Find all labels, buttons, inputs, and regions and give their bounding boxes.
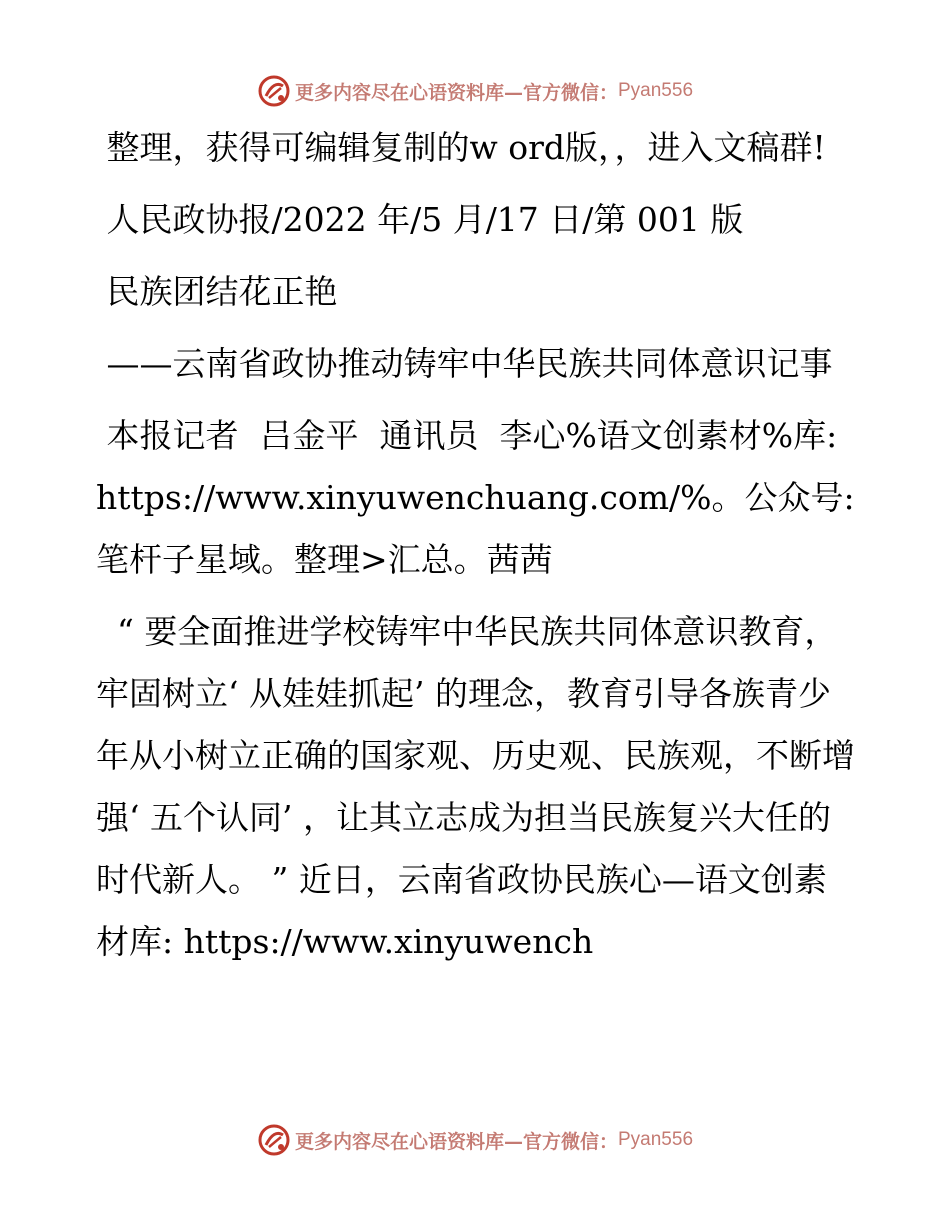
paragraph-body: “ 要全面推进学校铸牢中华民族共同体意识教育，牢固树立‘ 从娃娃抓起’ 的理念，教育引导各族青少年从小树立正确的国家观、历史观、民族观，不断增强‘ 五个认同’ ，让其立志成为担当民族复兴大任的时代新人。 ” 近日，云南省政协民族心—语文创素材库: https://www.xinyuwench <box>96 612 855 961</box>
article-subtitle: ——云南省政协推动铸牢中华民族共同体意识记事 <box>96 344 833 383</box>
watermark-wechat-id: Pyan556 <box>618 1129 694 1150</box>
paragraph-intro: 整理，获得可编辑复制的w ord版，，进入文稿群! <box>96 128 826 167</box>
red-seal-logo-icon <box>257 74 291 108</box>
watermark-wechat-id: Pyan556 <box>618 80 694 101</box>
byline: 本报记者 吕金平 通讯员 李心%语文创素材%库: https://www.xinyuwenchuang.com/%。公众号: 笔杆子星域。整理>汇总。茜茜 <box>96 416 866 579</box>
watermark-text: 更多内容尽在心语资料库—官方微信： <box>294 1130 618 1153</box>
watermark-text: 更多内容尽在心语资料库—官方微信： <box>294 81 618 104</box>
article-title: 民族团结花正艳 <box>96 272 338 311</box>
footer-watermark-banner <box>0 1120 950 1160</box>
header-watermark-banner <box>0 71 950 111</box>
paragraph-source: 人民政协报/2022 年/5 月/17 日/第 001 版 <box>96 200 744 239</box>
red-seal-logo-icon <box>257 1123 291 1157</box>
document-body <box>96 117 866 983</box>
